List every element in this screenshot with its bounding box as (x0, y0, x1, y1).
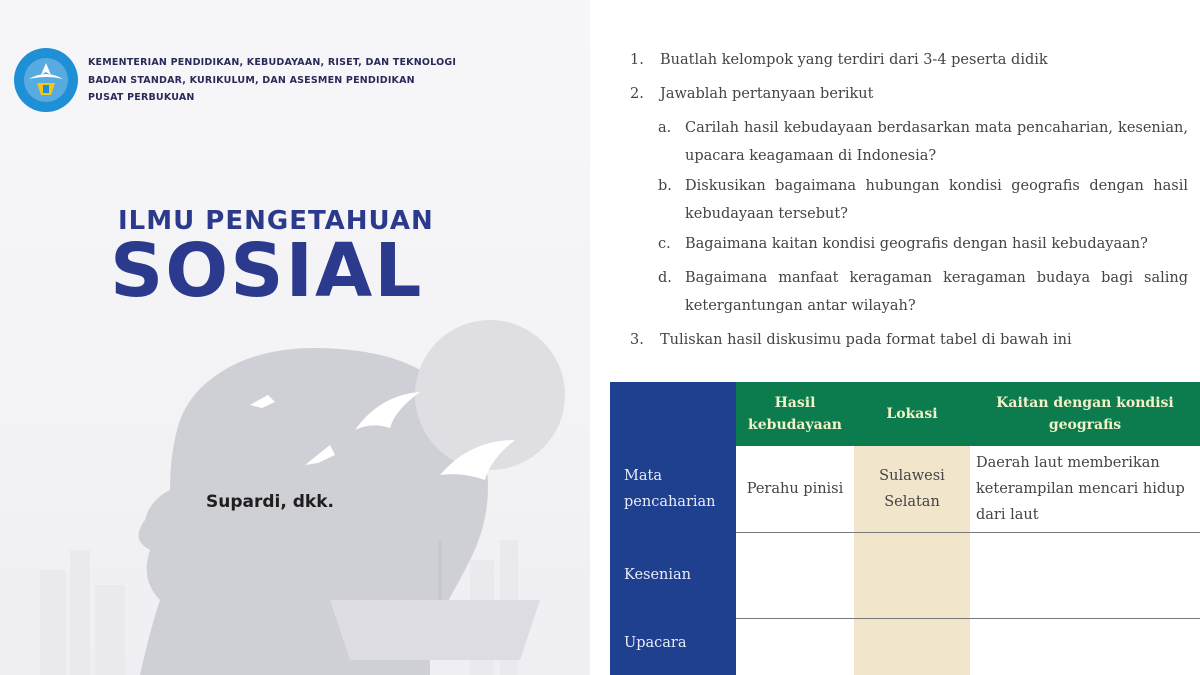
ministry-line: KEMENTERIAN PENDIDIKAN, KEBUDAYAAN, RISET, DAN TEKNOLOGI (88, 57, 457, 68)
table-cell (854, 618, 970, 675)
sub-item (658, 264, 1188, 320)
item-number: 2. (630, 86, 644, 102)
book-cover (0, 0, 590, 675)
sub-item-letter: b. (658, 178, 672, 194)
cover-subtitle: ILMU PENGETAHUAN (118, 206, 434, 236)
table-row (610, 618, 1200, 675)
cover-author: Supardi, dkk. (206, 492, 334, 512)
sub-item (658, 230, 1188, 258)
item-text: Buatlah kelompok yang terdiri dari 3-4 peserta didik (660, 52, 1048, 68)
table-header-row (610, 382, 1200, 446)
worksheet-page (590, 0, 1200, 675)
sub-item-text: Carilah hasil kebudayaan berdasarkan mata pencaharian, kesenian, upacara keagamaan di Indonesia? (685, 120, 1188, 164)
list-item (630, 86, 873, 102)
column-header: Kaitan dengan kondisi geografis (970, 382, 1200, 446)
item-number: 3. (630, 332, 644, 348)
table-cell (736, 618, 854, 675)
tut-wuri-handayani-logo-icon (14, 48, 78, 112)
table-row (610, 446, 1200, 532)
sub-item-letter: c. (658, 236, 671, 252)
sub-item-letter: a. (658, 120, 672, 136)
row-header: Mata pencaharian (610, 446, 736, 532)
table-cell (854, 532, 970, 618)
table-cell (736, 532, 854, 618)
sub-item-text: Diskusikan bagaimana hubungan kondisi geografis dengan hasil kebudayaan tersebut? (685, 178, 1188, 222)
list-item (630, 332, 1072, 348)
ministry-line: BADAN STANDAR, KURIKULUM, DAN ASESMEN PENDIDIKAN (88, 74, 415, 86)
ministry-header (88, 54, 456, 107)
culture-table (610, 382, 1200, 675)
column-header: Lokasi (854, 382, 970, 446)
table-cell (970, 618, 1200, 675)
table-row (610, 532, 1200, 618)
table-corner-cell (610, 382, 736, 446)
list-item (630, 52, 1048, 68)
sub-item-text: Bagaimana kaitan kondisi geografis dengan hasil kebudayaan? (685, 236, 1148, 252)
table-cell: Daerah laut memberikan keterampilan mencari hidup dari laut (970, 446, 1200, 532)
sub-item-text: Bagaimana manfaat keragaman keragaman budaya bagi saling ketergantungan antar wilayah? (685, 270, 1188, 314)
item-number: 1. (630, 52, 644, 68)
sub-item (658, 114, 1188, 170)
ministry-line: PUSAT PERBUKUAN (88, 92, 195, 103)
table-cell (970, 532, 1200, 618)
table-cell: Perahu pinisi (736, 446, 854, 532)
item-text: Jawablah pertanyaan berikut (660, 86, 874, 102)
cover-title: SOSIAL (110, 228, 424, 314)
table-cell: Sulawesi Selatan (854, 446, 970, 532)
sub-item (658, 172, 1188, 228)
column-header: Hasil kebudayaan (736, 382, 854, 446)
sub-item-letter: d. (658, 270, 672, 286)
item-text: Tuliskan hasil diskusimu pada format tabel di bawah ini (660, 332, 1072, 348)
row-header: Kesenian (610, 532, 736, 618)
row-header: Upacara (610, 618, 736, 675)
cover-illustration (0, 300, 590, 675)
